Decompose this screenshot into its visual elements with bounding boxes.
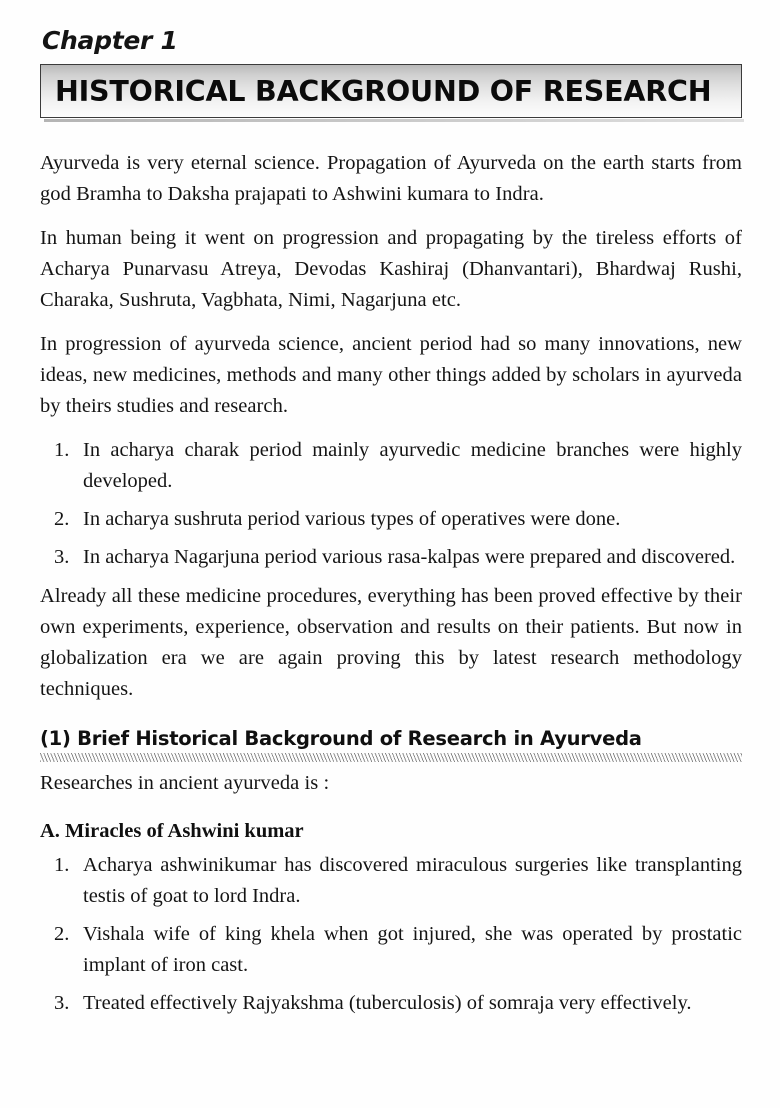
list-marker: 1. xyxy=(54,439,70,462)
section-lead-in: Researches in ancient ayurveda is : xyxy=(40,771,330,794)
list-item xyxy=(40,542,742,573)
ordered-list-ashwini-miracles xyxy=(40,850,742,1019)
list-item-text: Vishala wife of king khela when got injured, she was operated by prostatic implant of iron cast. xyxy=(83,923,742,977)
chapter-title-box xyxy=(40,64,742,118)
ordered-list-ancient-periods xyxy=(40,435,742,573)
list-marker: 3. xyxy=(54,992,70,1015)
closing-paragraph: Already all these medicine procedures, everything has been proved effective by their own experiments, experience, observation and results on their patients. But now in globalization era we are again proving this by latest research methodology techniques. xyxy=(40,585,742,701)
paragraph: In progression of ayurveda science, ancient period had so many innovations, new ideas, new medicines, methods and many other things added by scholars in ayurveda by theirs studies and research. xyxy=(40,333,742,418)
paragraph: Ayurveda is very eternal science. Propagation of Ayurveda on the earth starts from god Bramha to Daksha prajapati to Ashwini kumara to Indra. xyxy=(40,152,742,206)
list-item-text: In acharya sushruta period various types of operatives were done. xyxy=(83,508,621,531)
hatched-divider xyxy=(40,753,742,762)
list-item xyxy=(40,435,742,497)
chapter-label: Chapter 1 xyxy=(42,26,178,55)
list-marker: 3. xyxy=(54,546,70,569)
list-item xyxy=(40,919,742,981)
paragraph: In human being it went on progression and propagating by the tireless efforts of Acharya Punarvasu Atreya, Devodas Kashiraj (Dhanvantari), Bhardwaj Rushi, Charaka, Sushruta, Vagbhata, Nimi, Nagarjuna etc. xyxy=(40,227,742,312)
section-heading: (1) Brief Historical Background of Research in Ayurveda xyxy=(40,727,642,751)
list-item xyxy=(40,988,742,1019)
list-item xyxy=(40,504,742,535)
list-marker: 1. xyxy=(54,854,70,877)
page-title: HISTORICAL BACKGROUND OF RESEARCH xyxy=(55,74,712,108)
list-item-text: In acharya charak period mainly ayurvedic medicine branches were highly developed. xyxy=(83,439,742,493)
list-item-text: In acharya Nagarjuna period various rasa-kalpas were prepared and discovered. xyxy=(83,546,736,569)
list-item xyxy=(40,850,742,912)
page-content xyxy=(40,28,742,1027)
intro-paragraphs xyxy=(40,148,742,422)
list-item-text: Acharya ashwinikumar has discovered miraculous surgeries like transplanting testis of goat to lord Indra. xyxy=(83,854,742,908)
list-marker: 2. xyxy=(54,508,70,531)
list-marker: 2. xyxy=(54,923,70,946)
sub-heading: A. Miracles of Ashwini kumar xyxy=(40,819,304,842)
list-item-text: Treated effectively Rajyakshma (tuberculosis) of somraja very effectively. xyxy=(83,992,692,1015)
